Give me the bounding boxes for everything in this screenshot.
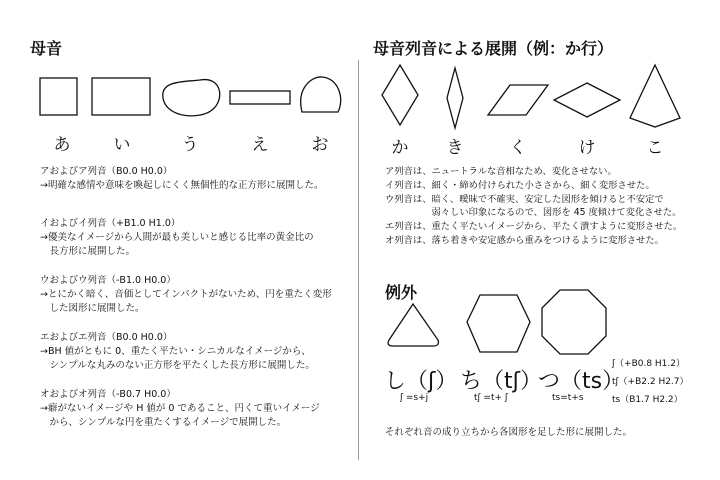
kana-ki: き — [446, 138, 464, 158]
rounded-triangle-shape-shi — [388, 304, 438, 346]
kite-shape-ko — [630, 65, 680, 127]
flat-diamond-shape-ke — [554, 83, 620, 117]
exception-title: 例外 — [385, 283, 418, 302]
kana-i: い — [113, 135, 131, 155]
exception-tsu: つ（ts） — [538, 369, 625, 394]
kana-e: え — [251, 135, 269, 155]
diamond-shape-ka — [382, 65, 418, 125]
value-tsu: ts（B1.7 H2.2） — [612, 395, 683, 405]
expansion-title: 母音列音による展開（例：か行） — [373, 39, 614, 58]
block-head: アおよびア列音（B0.0 H0.0） — [40, 166, 173, 177]
block-body: →明確な感情や意味を喚起しにくく無個性的な正方形に展開した。 — [40, 180, 324, 191]
square-shape-a — [40, 78, 77, 115]
vowel-title: 母音 — [30, 39, 63, 58]
block-head: オおよびオ列音（-B0.7 H0.0） — [40, 389, 176, 400]
block-body: →とにかく暗く、音価としてインパクトがないため、円を重たく変形 した図形に展開した。 — [40, 289, 332, 314]
dome-shape-o — [301, 77, 341, 112]
value-chi: tʃ（+B2.2 H2.7） — [612, 377, 689, 387]
block-head: イおよびイ列音（+B1.0 H1.0） — [40, 218, 181, 229]
parallelogram-shape-ku — [488, 85, 548, 115]
kana-ku: く — [509, 138, 527, 158]
block-head: エおよびエ列音（B0.0 H0.0） — [40, 332, 173, 343]
kana-o: お — [311, 135, 329, 155]
golden-rectangle-shape-i — [92, 78, 150, 115]
block-body: →BH 値がともに 0、重たく平たい・シニカルなイメージから、 シンプルな丸みのない正方形を平たくした長方形に展開した。 — [40, 346, 315, 371]
formula-chi: tʃ =t+ ʃ — [474, 393, 508, 403]
kana-ka: か — [391, 138, 409, 158]
block-head: ウおよびウ列音（-B1.0 H0.0） — [40, 275, 176, 286]
flat-rectangle-shape-e — [230, 91, 290, 104]
value-shi: ʃ（+B0.8 H1.2） — [612, 359, 685, 369]
formula-tsu: ts=t+s — [552, 393, 584, 403]
kana-a: あ — [53, 135, 71, 155]
footer-note: それぞれ音の成り立ちから各図形を足した形に展開した。 — [385, 427, 633, 438]
exception-chi: ち（tʃ） — [460, 369, 543, 394]
exception-shi: し（ʃ） — [384, 369, 458, 394]
octagon-shape-tsu — [542, 290, 606, 354]
kana-ke: け — [578, 138, 596, 158]
formula-shi: ʃ =s+j — [400, 393, 429, 403]
thin-diamond-shape-ki — [447, 68, 463, 128]
block-body: →優美なイメージから人間が最も美しいと感じる比率の黄金比の 長方形に展開した。 — [40, 232, 314, 257]
kana-u: う — [181, 135, 199, 155]
kana-ko: こ — [646, 138, 664, 158]
row-notes: ア列音は、ニュートラルな音相なため、変化させない。 イ列音は、細く・締め付けられた小ささから、細く変形させた。 ウ列音は、暗く、曖昧で不確実、安定した図形を傾けると不安定で 弱々しい印象になるので、図形を 45 度傾けて変化させた。 エ列音は、重たく平たいイメージから、平たく潰すように変形させた。 オ列音は、落ち着きや安定感から重みをつけるように変形させた。 — [385, 166, 683, 246]
hexagon-shape-chi — [467, 295, 530, 352]
bean-shape-u — [163, 80, 220, 116]
block-body: →癖がないイメージや H 値が 0 であること、円くて重いイメージ から、シンプルな円を重たくするイメージで展開した。 — [40, 403, 320, 428]
vowel-descriptions — [40, 165, 332, 430]
